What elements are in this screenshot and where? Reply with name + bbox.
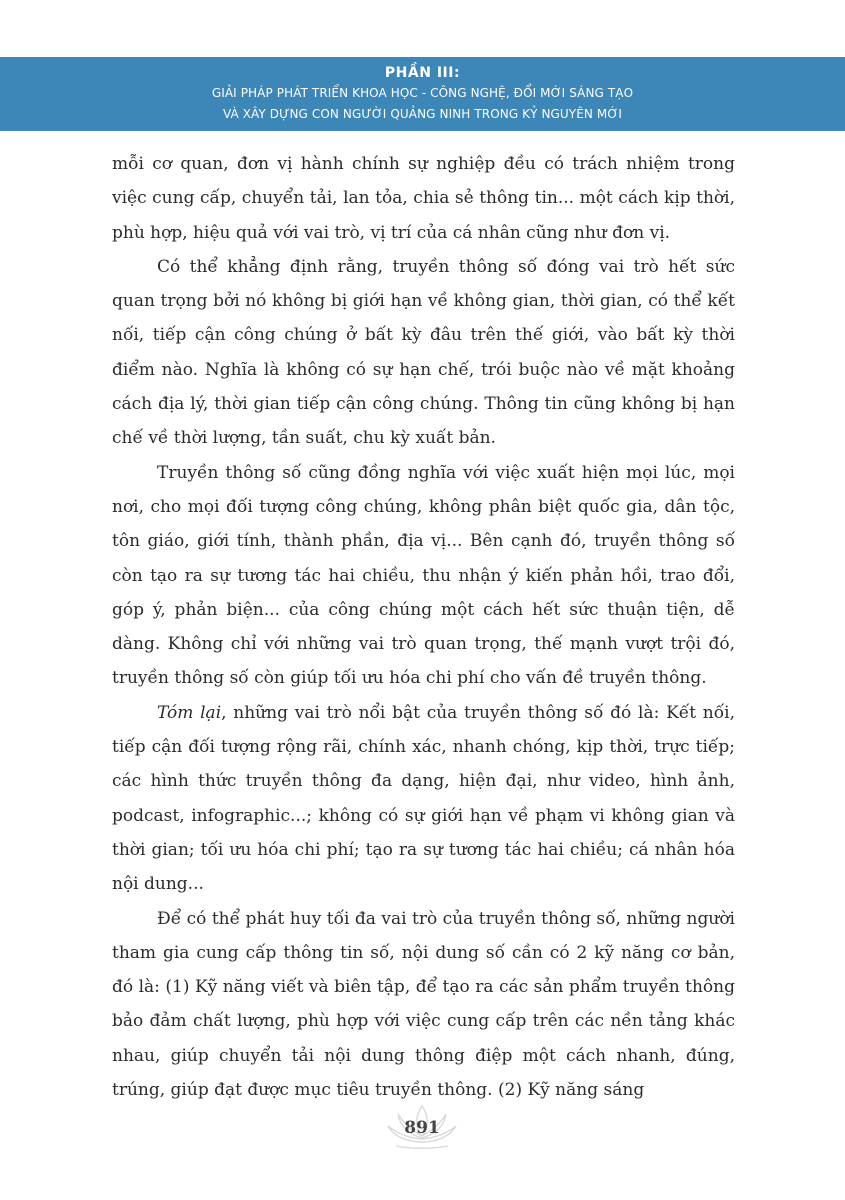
paragraph-3: Truyền thông số cũng đồng nghĩa với việc xuất hiện mọi lúc, mọi nơi, cho mọi đối tượng công chúng, không phân biệt quốc gia, dân tộc, tôn giáo, giới tính, thành phần, địa vị... Bên cạnh đó, truyền thông số còn tạo ra sự tương tác hai chiều, thu nhận ý kiến phản hồi, trao đổi, góp ý, phản biện... của công chúng một cách hết sức thuận tiện, dễ dàng. Không chỉ với những vai trò quan trọng, thế mạnh vượt trội đó, truyền thông số còn giúp tối ưu hóa chi phí cho vấn đề truyền thông. xyxy=(112,462,735,689)
body-text xyxy=(112,147,735,1107)
page-footer xyxy=(0,1098,845,1158)
paragraph-4-lead: Tóm lại xyxy=(157,702,222,723)
paragraph-5: Để có thể phát huy tối đa vai trò của truyền thông số, những người tham gia cung cấp thông tin số, nội dung số cần có 2 kỹ năng cơ bản, đó là: (1) Kỹ năng viết và biên tập, để tạo ra các sản phẩm truyền thông bảo đảm chất lượng, phù hợp với việc cung cấp trên các nền tảng khác nhau, giúp chuyển tải nội dung thông điệp một cách nhanh, đúng, trúng, giúp đạt được mục tiêu truyền thông. (2) Kỹ năng sáng xyxy=(112,908,735,1101)
chapter-header-band xyxy=(0,57,845,131)
paragraph-4 xyxy=(112,696,735,902)
paragraph-2: Có thể khẳng định rằng, truyền thông số đóng vai trò hết sức quan trọng bởi nó không bị giới hạn về không gian, thời gian, có thể kết nối, tiếp cận công chúng ở bất kỳ đâu trên thế giới, vào bất kỳ thời điểm nào. Nghĩa là không có sự hạn chế, trói buộc nào về mặt khoảng cách địa lý, thời gian tiếp cận công chúng. Thông tin cũng không bị hạn chế về thời lượng, tần suất, chu kỳ xuất bản. xyxy=(112,256,735,449)
page-number: 891 xyxy=(404,1118,440,1138)
paragraph-1: mỗi cơ quan, đơn vị hành chính sự nghiệp đều có trách nhiệm trong việc cung cấp, chuyển tải, lan tỏa, chia sẻ thông tin... một cách kịp thời, phù hợp, hiệu quả với vai trò, vị trí của cá nhân cũng như đơn vị. xyxy=(112,154,735,243)
part-title: PHẦN III: xyxy=(384,65,461,81)
part-subtitle-line-2: VÀ XÂY DỰNG CON NGƯỜI QUẢNG NINH TRONG KỶ NGUYÊN MỚI xyxy=(222,107,623,121)
part-subtitle-line-1: GIẢI PHÁP PHÁT TRIỂN KHOA HỌC - CÔNG NGHỆ, ĐỔI MỚI SÁNG TẠO xyxy=(211,86,634,100)
paragraph-4-rest: , những vai trò nổi bật của truyền thông số đó là: Kết nối, tiếp cận đối tượng rộng rãi, chính xác, nhanh chóng, kịp thời, trực tiếp; các hình thức truyền thông đa dạng, hiện đại, như video, hình ảnh, podcast, infographic...; không có sự giới hạn về phạm vi không gian và thời gian; tối ưu hóa chi phí; tạo ra sự tương tác hai chiều; cá nhân hóa nội dung... xyxy=(112,702,735,895)
